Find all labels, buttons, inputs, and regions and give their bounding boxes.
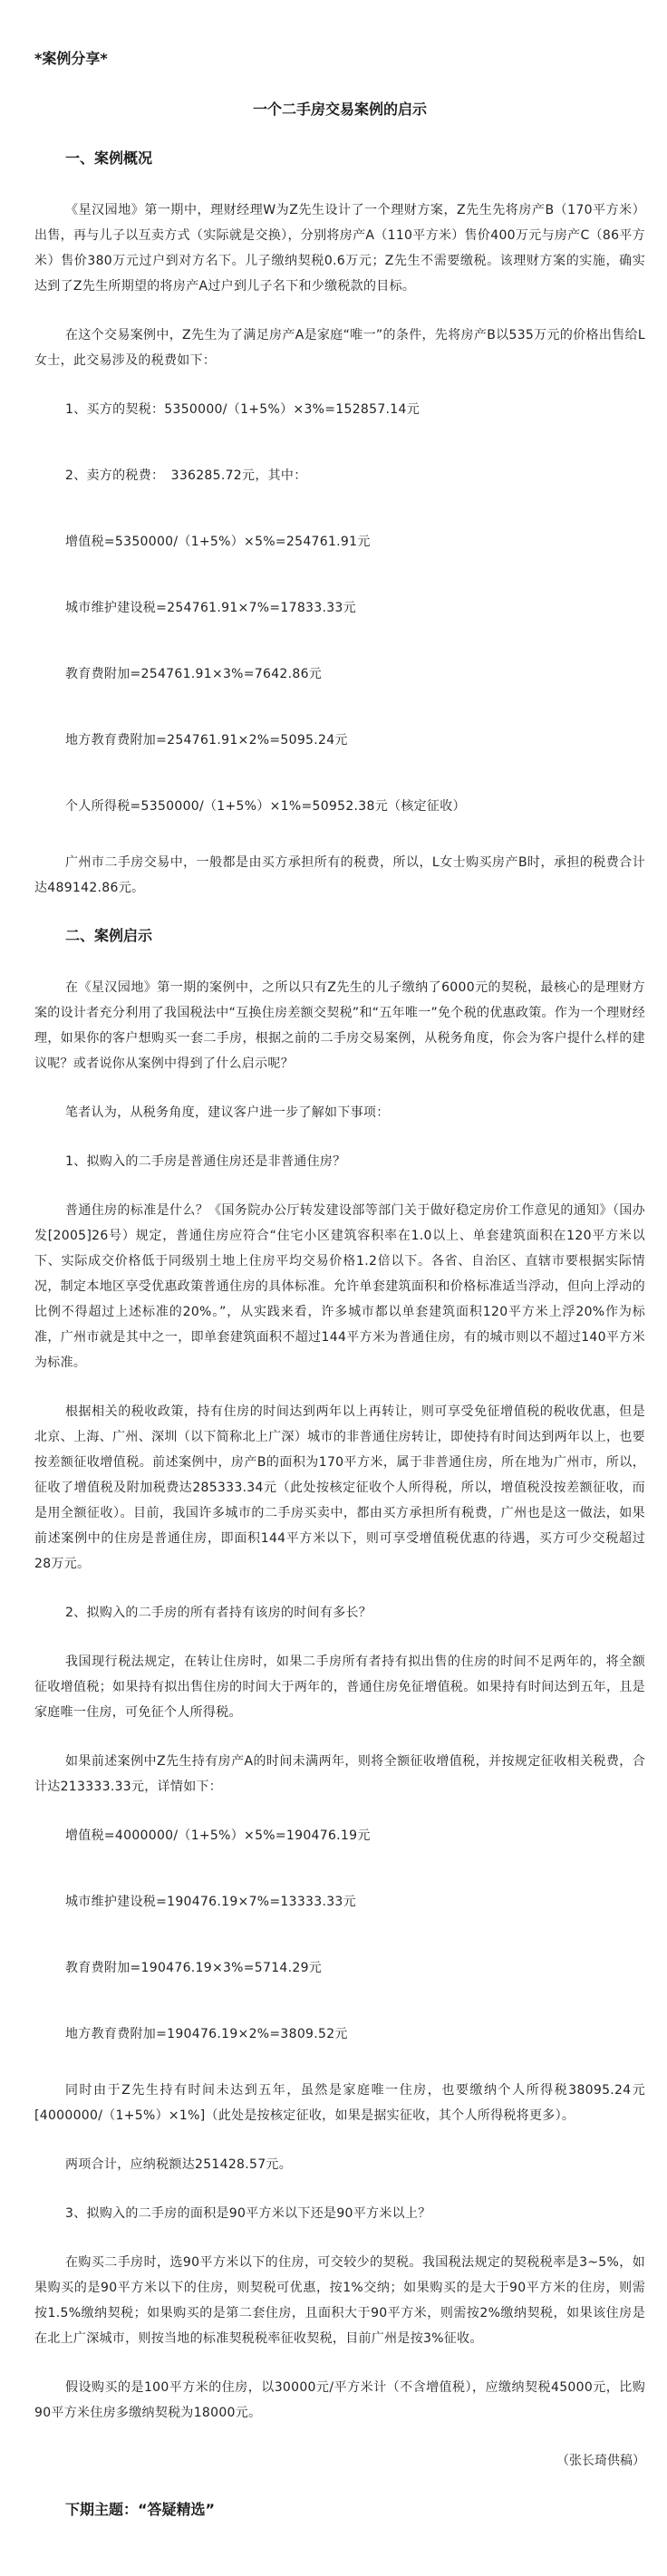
section-heading-insights: 二、案例启示 <box>65 927 153 944</box>
column-tag: *案例分享* <box>34 50 108 67</box>
paragraph: 在购买二手房时，选90平方米以下的住房，可交较少的契税。我国税法规定的契税税率是3~5%，如果购买的是90平方米以下的住房，则契税可优惠，按1%交纳；如果购买的是大于90平方米的住房，则需按1.5%缴纳契税；如果购买的是第二套住房，且面积大于90平方米，则需按2%缴纳契税，如果该住房是在北上广深城市，则按当地的标准契税税率征收契税，目前广州是按3%征收。 <box>34 2255 645 2346</box>
local-education-surcharge-formula: 地方教育费附加=190476.19×2%=3809.52元 <box>65 2027 348 2041</box>
paragraph: 如果前述案例中Z先生持有房产A的时间未满两年，则将全额征收增值税，并按规定征收相关税费，合计达213333.33元，详情如下： <box>34 1754 645 1794</box>
article-title: 一个二手房交易案例的启示 <box>252 101 427 118</box>
seller-tax-total: 2、卖方的税费： 336285.72元，其中： <box>65 468 307 483</box>
question-heading: 3、拟购入的二手房的面积是90平方米以下还是90平方米以上？ <box>65 2206 431 2221</box>
income-tax-formula: 个人所得税=5350000/（1+5%）×1%=50952.38元（核定征收） <box>65 799 466 814</box>
section-heading-overview: 一、案例概况 <box>65 150 153 167</box>
paragraph: 同时由于Z先生持有时间未达到五年，虽然是家庭唯一住房，也要缴纳个人所得税38095.24元[4000000/（1+5%）×1%]（此处是按核定征收，如果是据实征收，其个人所得税将更多）。 <box>34 2083 645 2123</box>
paragraph: 根据相关的税收政策，持有住房的时间达到两年以上再转让，则可享受免征增值税的税收优惠，但是北京、上海、广州、深圳（以下简称北上广深）城市的非普通住房转让，即使持有时间达到两年以上，也要按差额征收增值税。前述案例中，房产B的面积为170平方米，属于非普通住房，所在地为广州市，所以，征收了增值税及附加税费达285333.34元（此处按核定征收个人所得税，所以，增值税没按差额征收，而是用全额征收）。目前，我国许多城市的二手房买卖中，都由买方承担所有税费，广州也是这一做法，如果前述案例中的住房是普通住房，即面积144平方米以下，则可享受增值税优惠的待遇，买方可少交税超过28万元。 <box>34 1404 645 1571</box>
next-topic: 下期主题：“答疑精选” <box>65 2501 216 2518</box>
paragraph: 普通住房的标准是什么？《国务院办公厅转发建设部等部门关于做好稳定房价工作意见的通知》（国办发[2005]26号）规定，普通住房应符合“住宅小区建筑容积率在1.0以上、单套建筑面积在120平方米以下、实际成交价格低于同级别土地上住房平均交易价格1.2倍以下。各省、自治区、直辖市要根据实际情况，制定本地区享受优惠政策普通住房的具体标准。允许单套建筑面积和价格标准适当浮动，但向上浮动的比例不得超过上述标准的20%。”，从实践来看，许多城市都以单套建筑面积120平方米上浮20%作为标准，广州市就是其中之一，即单套建筑面积不超过144平方米为普通住房，有的城市则以不超过140平方米为标准。 <box>34 1203 645 1370</box>
paragraph: 《星汉园地》第一期中，理财经理W为Z先生设计了一个理财方案，Z先生先将房产B（170平方米）出售，再与儿子以互卖方式（实际就是交换），分别将房产A（110平方米）售价400万元与房产C（86平方米）售价380万元过户到对方名下。儿子缴纳契税0.6万元；Z先生不需要缴税。该理财方案的实施，确实达到了Z先生所期望的将房产A过户到儿子名下和少缴税款的目标。 <box>34 203 645 294</box>
urban-construction-tax-formula: 城市维护建设税=254761.91×7%=17833.33元 <box>65 601 356 615</box>
question-heading: 1、拟购入的二手房是普通住房还是非普通住房？ <box>65 1154 346 1169</box>
education-surcharge-formula: 教育费附加=254761.91×3%=7642.86元 <box>65 667 323 681</box>
author-signature: （张长琦供稿） <box>556 2454 645 2468</box>
local-education-surcharge-formula: 地方教育费附加=254761.91×2%=5095.24元 <box>65 733 348 748</box>
paragraph: 在《星汉园地》第一期的案例中，之所以只有Z先生的儿子缴纳了6000元的契税，最核心的是理财方案的设计者充分利用了我国税法中“互换住房差额交契税”和“五年唯一”免个税的优惠政策。作为一个理财经理，如果你的客户想购买一套二手房，根据之前的二手房交易案例，从税务角度，你会为客户提什么样的建议呢？或者说你从案例中得到了什么启示呢？ <box>34 980 645 1071</box>
total-tax-summary: 两项合计，应纳税额达251428.57元。 <box>65 2157 293 2172</box>
paragraph: 笔者认为，从税务角度，建议客户进一步了解如下事项： <box>65 1105 390 1120</box>
vat-formula: 增值税=4000000/（1+5%）×5%=190476.19元 <box>65 1828 371 1843</box>
paragraph: 广州市二手房交易中，一般都是由买方承担所有的税费，所以，L女士购买房产B时，承担的税费合计达489142.86元。 <box>34 855 645 895</box>
question-heading: 2、拟购入的二手房的所有者持有该房的时间有多长？ <box>65 1606 372 1620</box>
paragraph: 在这个交易案例中，Z先生为了满足房产A是家庭“唯一”的条件，先将房产B以535万元的价格出售给L女士，此交易涉及的税费如下： <box>34 328 645 368</box>
buyer-deed-tax-formula: 1、买方的契税：5350000/（1+5%）×3%=152857.14元 <box>65 402 420 417</box>
education-surcharge-formula: 教育费附加=190476.19×3%=5714.29元 <box>65 1961 323 1975</box>
paragraph: 假设购买的是100平方米的住房，以30000元/平方米计（不含增值税），应缴纳契税45000元，比购90平方米住房多缴纳契税为18000元。 <box>34 2380 645 2420</box>
urban-construction-tax-formula: 城市维护建设税=190476.19×7%=13333.33元 <box>65 1895 356 1909</box>
vat-formula: 增值税=5350000/（1+5%）×5%=254761.91元 <box>65 535 371 549</box>
paragraph: 我国现行税法规定，在转让住房时，如果二手房所有者持有拟出售的住房的时间不足两年的，将全额征收增值税；如果持有拟出售住房的时间大于两年的，普通住房免征增值税。如果持有时间达到五年，且是家庭唯一住房，可免征个人所得税。 <box>34 1655 645 1720</box>
